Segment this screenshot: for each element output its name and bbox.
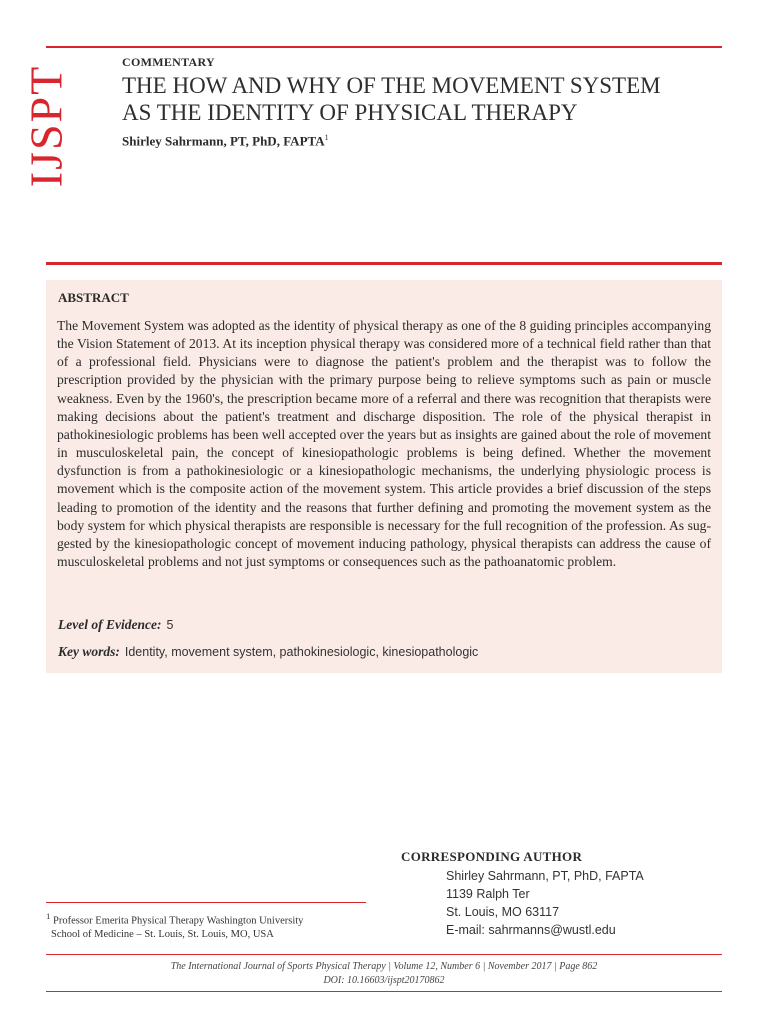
footer-rule-bottom bbox=[46, 991, 722, 992]
author-line bbox=[122, 133, 329, 149]
keywords-value: Identity, movement system, pathokinesiologic, kinesiopathologic bbox=[124, 645, 479, 659]
corresponding-author-details bbox=[446, 867, 644, 939]
abstract-body: The Movement System was adopted as the identity of physical therapy as one of the 8 guiding principles accompanying the Vision Statement of 2013. At its inception physical therapy was considered more of a technical field rather than that of a professional field. Physicians were to diagnose the patient's problem and the therapist was to follow the prescription provided by the physician with the primary purpose being to relieve symptoms such as pain or muscle weakness. Even by the 1960's, the prescription became more of a referral and there was recognition that therapists were making decisions about the patient's treatment and discharge disposition. The role of the physical therapist in pathokinesiologic problems has been well accepted over the years but as insights are gained about the role of movement in musculoskeletal pain, the concept of kinesiopathologic problems is being defined. Whether the movement dysfunction is from a pathokinesiologic or a kinesiopathologic mechanisms, the underlying physiologic process is movement which is the composite action of the movement system. This article provides a brief discussion of the steps leading to promotion of the identity and the reasons that further defining and promoting the movement system as the body system for which physical therapists are responsible is necessary for the full recognition of the profession. As suggested by the kinesiopathologic concept of movement inducing pathology, physical therapists can address the cause of musculoskeletal problems and not just symptoms or consequences such as the pathoanatomic problem. bbox=[57, 318, 711, 570]
abstract-heading: ABSTRACT bbox=[58, 290, 129, 305]
footnote-line-1 bbox=[46, 910, 303, 928]
journal-logo-text: IJSPT bbox=[20, 64, 72, 187]
header-divider bbox=[46, 262, 722, 265]
level-of-evidence bbox=[58, 617, 173, 633]
title-line-1: THE HOW AND WHY OF THE MOVEMENT SYSTEM bbox=[122, 73, 661, 98]
footer-rule-top bbox=[46, 954, 722, 955]
author-affiliation-marker: 1 bbox=[324, 133, 329, 142]
journal-logo bbox=[18, 58, 74, 193]
keywords-label: Key words: bbox=[58, 644, 120, 659]
footnote-marker: 1 bbox=[46, 911, 51, 921]
footer-citation: The International Journal of Sports Physical Therapy | Volume 12, Number 6 | November 2017 | Page 862 bbox=[170, 961, 598, 972]
keywords bbox=[58, 644, 478, 660]
level-of-evidence-value: 5 bbox=[166, 618, 174, 632]
top-rule bbox=[46, 46, 722, 48]
abstract-box bbox=[46, 280, 722, 673]
footnote-line-2: School of Medicine – St. Louis, St. Louis, MO, USA bbox=[51, 928, 274, 940]
author-name: Shirley Sahrmann, PT, PhD, FAPTA bbox=[122, 133, 325, 149]
footnote-text-1: Professor Emerita Physical Therapy Washington University bbox=[53, 915, 304, 927]
level-of-evidence-label: Level of Evidence: bbox=[58, 617, 162, 632]
corresponding-name: Shirley Sahrmann, PT, PhD, FAPTA bbox=[446, 869, 644, 883]
title-line-2: AS THE IDENTITY OF PHYSICAL THERAPY bbox=[122, 100, 578, 125]
footnote-rule bbox=[46, 902, 366, 903]
footer-doi: DOI: 10.16603/ijspt20170862 bbox=[323, 975, 445, 986]
corresponding-city: St. Louis, MO 63117 bbox=[446, 905, 560, 919]
corresponding-street: 1139 Ralph Ter bbox=[446, 887, 530, 901]
corresponding-author-heading: CORRESPONDING AUTHOR bbox=[401, 849, 583, 864]
section-label: COMMENTARY bbox=[122, 55, 216, 69]
article-title bbox=[122, 72, 661, 126]
corresponding-email: E-mail: sahrmanns@wustl.edu bbox=[446, 923, 616, 937]
affiliation-footnote bbox=[46, 910, 303, 941]
